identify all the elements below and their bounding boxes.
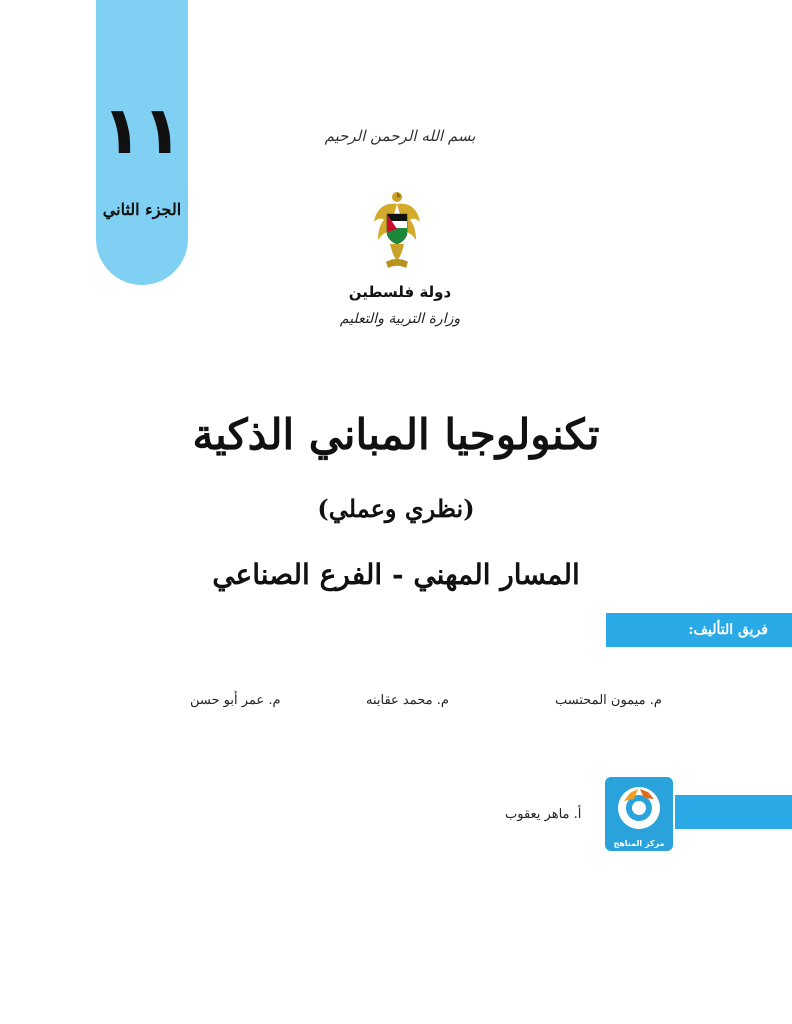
- authoring-team-label: فريق التأليف:: [688, 622, 768, 638]
- palestine-eagle-emblem-icon: [372, 188, 422, 274]
- book-title: تكنولوجيا المباني الذكية: [192, 410, 600, 459]
- authoring-team-bar: [606, 613, 792, 647]
- ministry-name: وزارة التربية والتعليم: [339, 311, 461, 327]
- coordinator-name: أ. ماهر يعقوب: [505, 807, 582, 822]
- basmala: بسم الله الرحمن الرحيم: [324, 127, 476, 145]
- book-subtitle: (نظري وعملي): [317, 494, 475, 523]
- author-name: م. ميمون المحتسب: [555, 693, 662, 708]
- curriculum-center-logo-mark: [614, 783, 664, 833]
- grade-part: الجزء الثاني: [102, 200, 182, 219]
- curriculum-center-logo-text: مركز المناهج: [613, 839, 665, 848]
- curriculum-center-logo-icon: [605, 777, 673, 851]
- coordinator-bar: [675, 795, 792, 829]
- state-name: دولة فلسطين: [348, 283, 452, 301]
- grade-number: ١١: [101, 92, 183, 169]
- grade-tab: [96, 0, 188, 285]
- author-name: م. محمد عقابنه: [366, 693, 449, 708]
- book-track: المسار المهني - الفرع الصناعي: [212, 558, 580, 591]
- author-name: م. عمر أبو حسن: [190, 693, 281, 708]
